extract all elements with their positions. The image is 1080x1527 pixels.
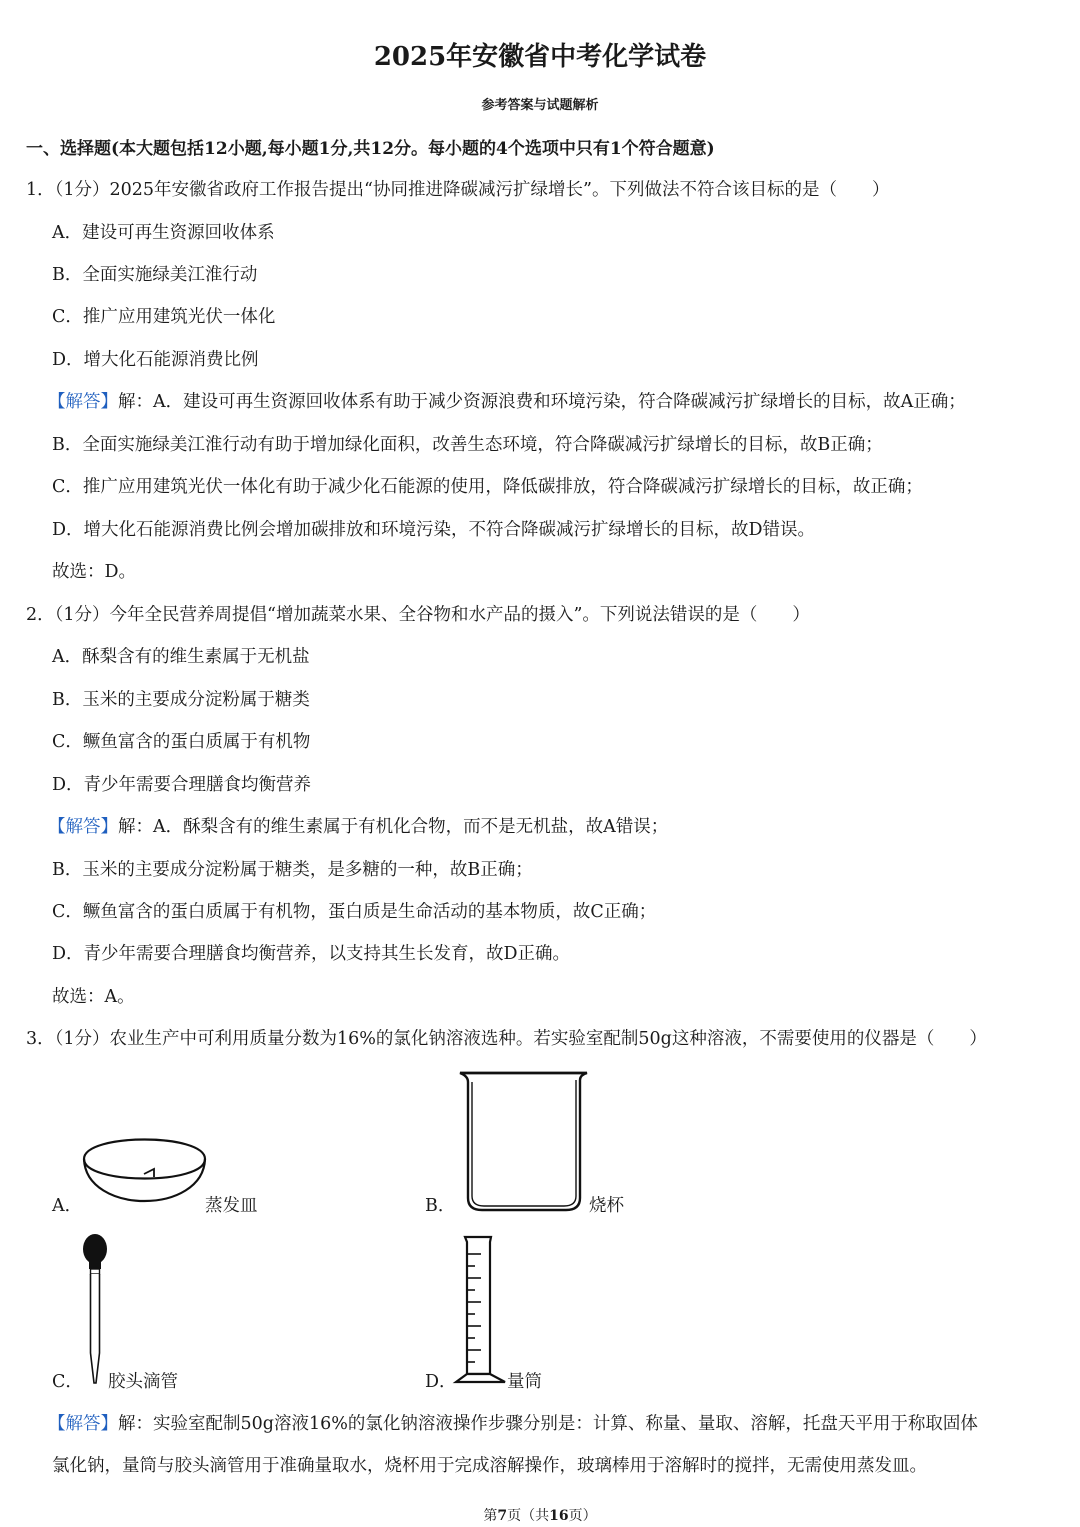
page-footer: 第7页（共16页） (483, 1508, 597, 1524)
question-2-stem: 2．（1分）今年全民营养周提倡“增加蔬菜水果、全谷物和水产品的摄入”。下列说法错误的是（ ） (26, 605, 810, 625)
figure-option-b-letter: B． (425, 1196, 456, 1216)
question-2-answer-line: B．玉米的主要成分淀粉属于糖类，是多糖的一种，故B正确； (52, 860, 533, 880)
answer-text: 解：A．建设可再生资源回收体系有助于减少资源浪费和环境污染，符合降碳减污扩绿增长的目标，故A正确； (118, 392, 966, 412)
question-3-stem: 3．（1分）农业生产中可利用质量分数为16%的氯化钠溶液选种。若实验室配制50g这种溶液，不需要使用的仪器是（ ） (26, 1029, 987, 1049)
question-2-choice: 故选：A。 (52, 987, 135, 1007)
question-2-answer (48, 813, 668, 838)
beaker-icon (456, 1070, 591, 1215)
graduated-cylinder-icon (455, 1234, 510, 1389)
question-1-stem: 1．（1分）2025年安徽省政府工作报告提出“协同推进降碳减污扩绿增长”。下列做法不符合该目标的是（ ） (26, 180, 890, 200)
evaporating-dish-icon (82, 1125, 207, 1207)
figure-option-c-name: 胶头滴管 (108, 1372, 178, 1392)
question-1-option-d: D．增大化石能源消费比例 (52, 350, 259, 370)
page-title: 2025年安徽省中考化学试卷 (373, 42, 707, 72)
answer-text: 解：实验室配制50g溶液16%的氯化钠溶液操作步骤分别是：计算、称量、量取、溶解，托盘天平用于称取固体 (118, 1414, 978, 1434)
figure-option-d-name: 量筒 (507, 1372, 542, 1392)
question-1-answer-line: D．增大化石能源消费比例会增加碳排放和环境污染，不符合降碳减污扩绿增长的目标，故D错误。 (52, 520, 816, 540)
page-subtitle: 参考答案与试题解析 (481, 98, 599, 113)
current-page-number: 7 (497, 1508, 508, 1524)
question-3-answer (48, 1410, 978, 1435)
figure-option-a-name: 蒸发皿 (205, 1196, 258, 1216)
answer-tag: 【解答】 (48, 392, 118, 412)
question-1-option-b: B．全面实施绿美江淮行动 (52, 265, 258, 285)
question-2-answer-line: D．青少年需要合理膳食均衡营养，以支持其生长发育，故D正确。 (52, 944, 571, 964)
question-1-answer-line: C．推广应用建筑光伏一体化有助于减少化石能源的使用，降低碳排放，符合降碳减污扩绿增长的目标，故正确； (52, 477, 923, 497)
question-2-answer-line: C．鳜鱼富含的蛋白质属于有机物，蛋白质是生命活动的基本物质，故C正确； (52, 902, 657, 922)
question-1-option-c: C．推广应用建筑光伏一体化 (52, 307, 276, 327)
dropper-icon (80, 1233, 110, 1388)
answer-text: 解：A．酥梨含有的维生素属于有机化合物，而不是无机盐，故A错误； (118, 817, 669, 837)
total-page-number: 16 (549, 1508, 569, 1524)
figure-option-c-letter: C． (52, 1372, 83, 1392)
section-heading: 一、选择题(本大题包括12小题,每小题1分,共12分。每小题的4个选项中只有1个符合题意) (26, 139, 715, 159)
question-1-answer (48, 388, 966, 413)
figure-option-a-letter: A． (52, 1196, 83, 1216)
figure-option-d-letter: D． (425, 1372, 457, 1392)
question-2-option-d: D．青少年需要合理膳食均衡营养 (52, 775, 312, 795)
question-2-option-b: B．玉米的主要成分淀粉属于糖类 (52, 690, 310, 710)
figure-option-b-name: 烧杯 (589, 1196, 624, 1216)
question-2-option-a: A．酥梨含有的维生素属于无机盐 (52, 647, 310, 667)
question-1-option-a: A．建设可再生资源回收体系 (52, 223, 275, 243)
answer-tag: 【解答】 (48, 1414, 118, 1434)
question-3-answer-line: 氯化钠，量筒与胶头滴管用于准确量取水，烧杯用于完成溶解操作，玻璃棒用于溶解时的搅拌，无需使用蒸发皿。 (52, 1456, 927, 1476)
question-2-option-c: C．鳜鱼富含的蛋白质属于有机物 (52, 732, 311, 752)
answer-tag: 【解答】 (48, 817, 118, 837)
question-1-choice: 故选：D。 (52, 562, 137, 582)
question-1-answer-line: B．全面实施绿美江淮行动有助于增加绿化面积，改善生态环境，符合降碳减污扩绿增长的目标，故B正确； (52, 435, 883, 455)
